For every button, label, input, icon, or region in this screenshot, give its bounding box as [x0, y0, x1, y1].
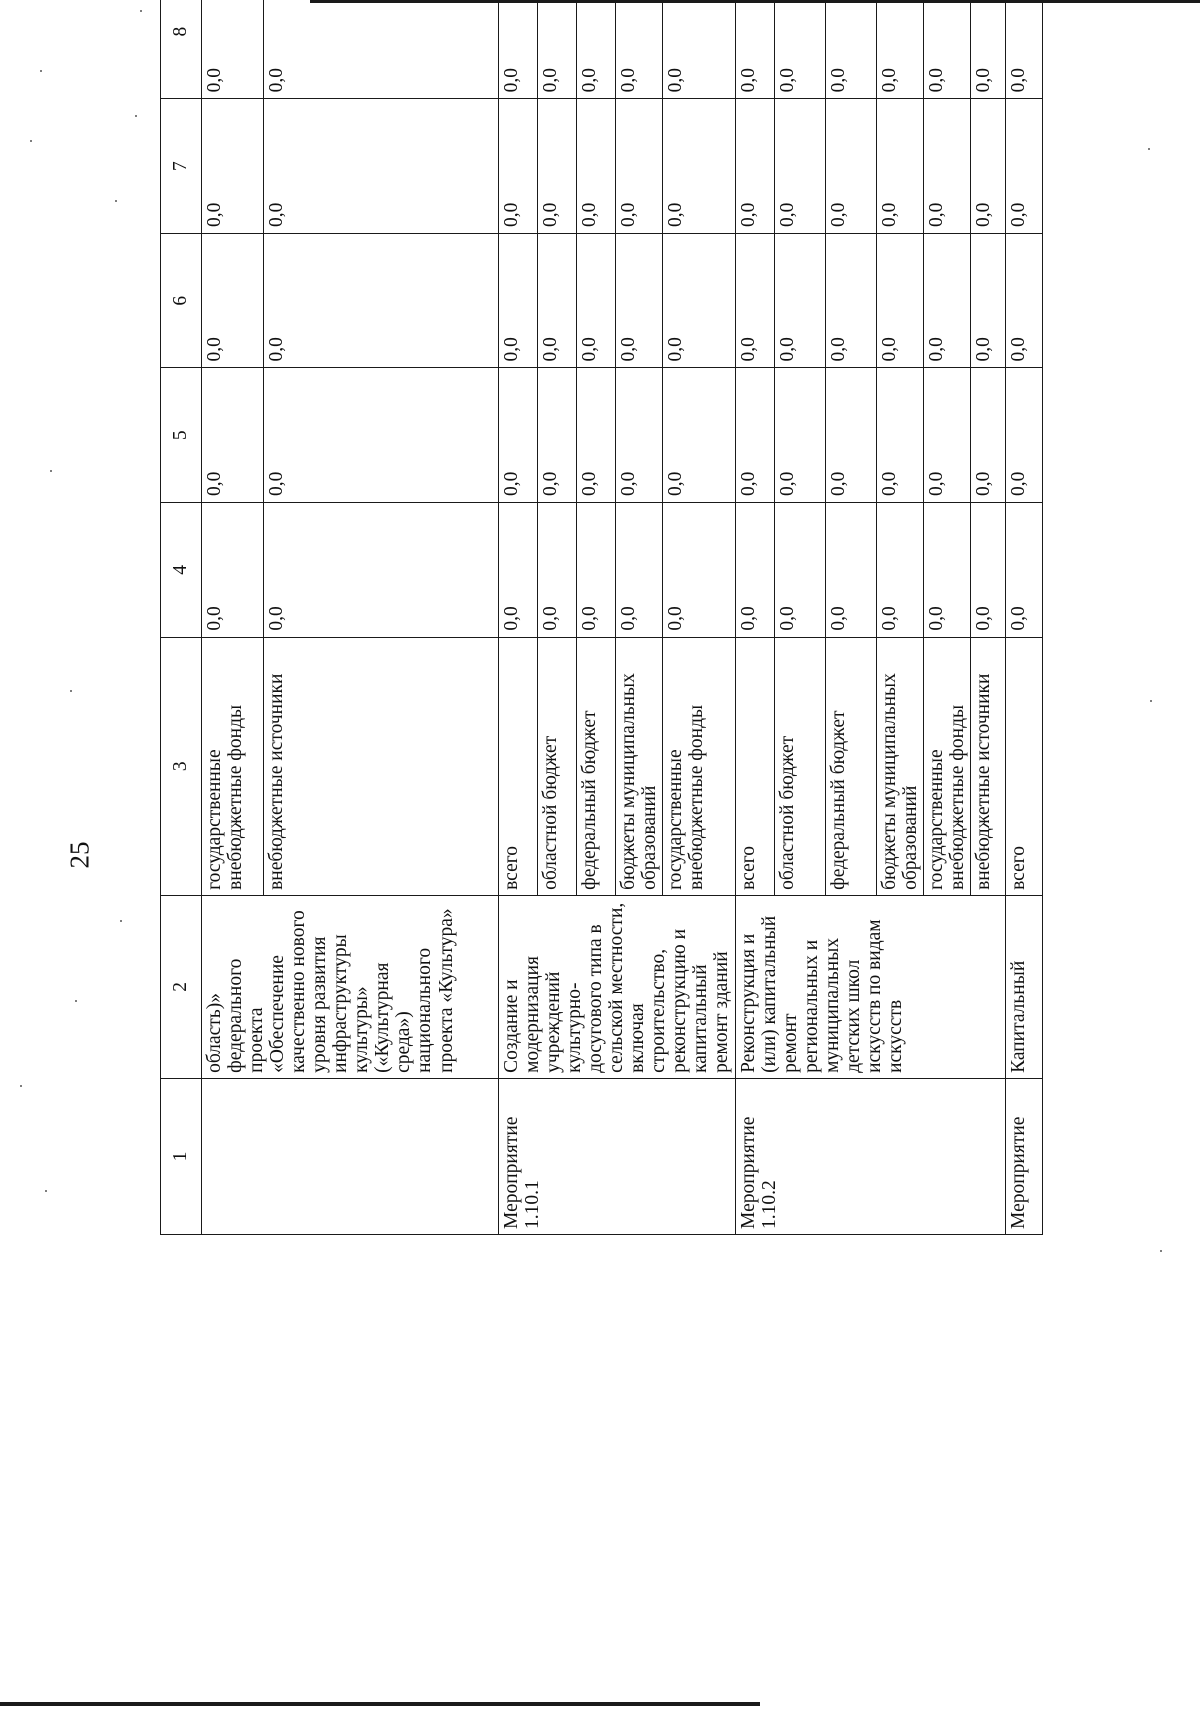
value-cell: 0,0 — [538, 99, 577, 234]
scan-speck — [75, 1000, 77, 1002]
value-cell: 0,0 — [202, 503, 264, 638]
value-cell: 0,0 — [826, 0, 877, 99]
funding-source-cell: областной бюджет — [538, 637, 577, 895]
value-cell: 0,0 — [499, 503, 538, 638]
col-header: 7 — [161, 99, 202, 234]
rotated-table-container — [160, 0, 1130, 1235]
funding-source-cell: федеральный бюджет — [577, 637, 616, 895]
page-number-text: 25 — [64, 841, 95, 869]
col-header: 5 — [161, 368, 202, 503]
value-cell: 0,0 — [264, 0, 499, 99]
value-cell: 0,0 — [736, 0, 775, 99]
value-cell: 0,0 — [202, 99, 264, 234]
value-cell: 0,0 — [775, 233, 826, 368]
scan-speck — [20, 1085, 22, 1087]
scan-speck — [70, 690, 72, 692]
value-cell: 0,0 — [499, 99, 538, 234]
table-row — [202, 0, 264, 1235]
value-cell: 0,0 — [538, 0, 577, 99]
table-row — [736, 0, 775, 1235]
scan-speck — [135, 115, 137, 117]
value-cell: 0,0 — [663, 99, 736, 234]
activity-name-cell: Капитальный — [1006, 895, 1043, 1078]
activity-name-cell: Реконструкция и (или) капитальный ремонт региональных и муниципальных детских школ искусств по видам искусств — [736, 895, 1006, 1078]
value-cell: 0,0 — [775, 503, 826, 638]
scan-speck — [120, 920, 122, 922]
funding-source-cell: всего — [736, 637, 775, 895]
value-cell: 0,0 — [577, 368, 616, 503]
scan-speck — [140, 10, 142, 12]
value-cell: 0,0 — [616, 233, 663, 368]
event-cell — [202, 1078, 499, 1234]
scan-speck — [50, 470, 52, 472]
scan-speck — [40, 70, 42, 72]
value-cell: 0,0 — [877, 99, 924, 234]
value-cell: 0,0 — [663, 233, 736, 368]
value-cell: 0,0 — [971, 368, 1006, 503]
funding-source-cell: бюджеты муниципальных образований — [877, 637, 924, 895]
value-cell: 0,0 — [971, 503, 1006, 638]
scan-speck — [45, 1190, 47, 1192]
value-cell: 0,0 — [264, 233, 499, 368]
funding-source-cell: внебюджетные источники — [264, 637, 499, 895]
value-cell: 0,0 — [924, 99, 971, 234]
activity-name-cell: Создание и модернизация учреждений культурно-досугового типа в сельской местности, включая строительство, реконструкцию и капитальный ремонт зданий — [499, 895, 736, 1078]
funding-source-cell: федеральный бюджет — [826, 637, 877, 895]
value-cell: 0,0 — [499, 0, 538, 99]
value-cell: 0,0 — [264, 503, 499, 638]
scan-speck — [115, 200, 117, 202]
table-body — [202, 0, 1043, 1235]
funding-source-cell: всего — [1006, 637, 1043, 895]
col-header: 1 — [161, 1078, 202, 1234]
value-cell: 0,0 — [538, 503, 577, 638]
funding-source-cell: бюджеты муниципальных образований — [616, 637, 663, 895]
value-cell: 0,0 — [775, 0, 826, 99]
value-cell: 0,0 — [736, 368, 775, 503]
value-cell: 0,0 — [663, 503, 736, 638]
value-cell: 0,0 — [826, 503, 877, 638]
funding-source-cell: государственные внебюджетные фонды — [202, 637, 264, 895]
scan-speck — [1160, 1250, 1162, 1252]
value-cell: 0,0 — [499, 368, 538, 503]
value-cell: 0,0 — [736, 503, 775, 638]
value-cell: 0,0 — [577, 233, 616, 368]
value-cell: 0,0 — [616, 503, 663, 638]
col-header: 8 — [161, 0, 202, 99]
value-cell: 0,0 — [826, 368, 877, 503]
value-cell: 0,0 — [877, 503, 924, 638]
table-row — [1006, 0, 1043, 1235]
event-cell: Мероприятие — [1006, 1078, 1043, 1234]
budget-table — [160, 0, 1043, 1235]
value-cell: 0,0 — [663, 368, 736, 503]
event-cell: Мероприятие 1.10.2 — [736, 1078, 1006, 1234]
value-cell: 0,0 — [616, 99, 663, 234]
value-cell: 0,0 — [202, 0, 264, 99]
value-cell: 0,0 — [877, 0, 924, 99]
funding-source-cell: областной бюджет — [775, 637, 826, 895]
value-cell: 0,0 — [264, 368, 499, 503]
col-header: 2 — [161, 895, 202, 1078]
value-cell: 0,0 — [924, 503, 971, 638]
scan-speck — [1150, 700, 1152, 702]
value-cell: 0,0 — [202, 233, 264, 368]
value-cell: 0,0 — [924, 0, 971, 99]
value-cell: 0,0 — [826, 233, 877, 368]
table-row — [499, 0, 538, 1235]
activity-name-cell: область)» федерального проекта «Обеспечение качественно нового уровня развития инфраструктуры культуры» («Культурная среда») национального проекта «Культура» — [202, 895, 499, 1078]
scan-speck — [1148, 148, 1150, 150]
scan-speck — [30, 140, 32, 142]
value-cell: 0,0 — [826, 99, 877, 234]
funding-source-cell: государственные внебюджетные фонды — [663, 637, 736, 895]
value-cell: 0,0 — [577, 503, 616, 638]
value-cell: 0,0 — [775, 99, 826, 234]
value-cell: 0,0 — [264, 99, 499, 234]
value-cell: 0,0 — [971, 0, 1006, 99]
value-cell: 0,0 — [577, 0, 616, 99]
table-header-row — [161, 0, 202, 1235]
value-cell: 0,0 — [538, 233, 577, 368]
value-cell: 0,0 — [577, 99, 616, 234]
value-cell: 0,0 — [616, 0, 663, 99]
value-cell: 0,0 — [736, 233, 775, 368]
value-cell: 0,0 — [736, 99, 775, 234]
value-cell: 0,0 — [202, 368, 264, 503]
col-header: 6 — [161, 233, 202, 368]
value-cell: 0,0 — [499, 233, 538, 368]
col-header: 4 — [161, 503, 202, 638]
funding-source-cell: государственные внебюджетные фонды — [924, 637, 971, 895]
value-cell: 0,0 — [1006, 0, 1043, 99]
value-cell: 0,0 — [971, 233, 1006, 368]
col-header: 3 — [161, 637, 202, 895]
value-cell: 0,0 — [971, 99, 1006, 234]
value-cell: 0,0 — [877, 233, 924, 368]
value-cell: 0,0 — [1006, 99, 1043, 234]
value-cell: 0,0 — [616, 368, 663, 503]
value-cell: 0,0 — [663, 0, 736, 99]
funding-source-cell: внебюджетные источники — [971, 637, 1006, 895]
value-cell: 0,0 — [924, 368, 971, 503]
event-cell: Мероприятие 1.10.1 — [499, 1078, 736, 1234]
value-cell: 0,0 — [538, 368, 577, 503]
value-cell: 0,0 — [1006, 368, 1043, 503]
value-cell: 0,0 — [775, 368, 826, 503]
value-cell: 0,0 — [1006, 503, 1043, 638]
value-cell: 0,0 — [1006, 233, 1043, 368]
value-cell: 0,0 — [877, 368, 924, 503]
funding-source-cell: всего — [499, 637, 538, 895]
value-cell: 0,0 — [924, 233, 971, 368]
bottom-border-line — [0, 1702, 760, 1706]
